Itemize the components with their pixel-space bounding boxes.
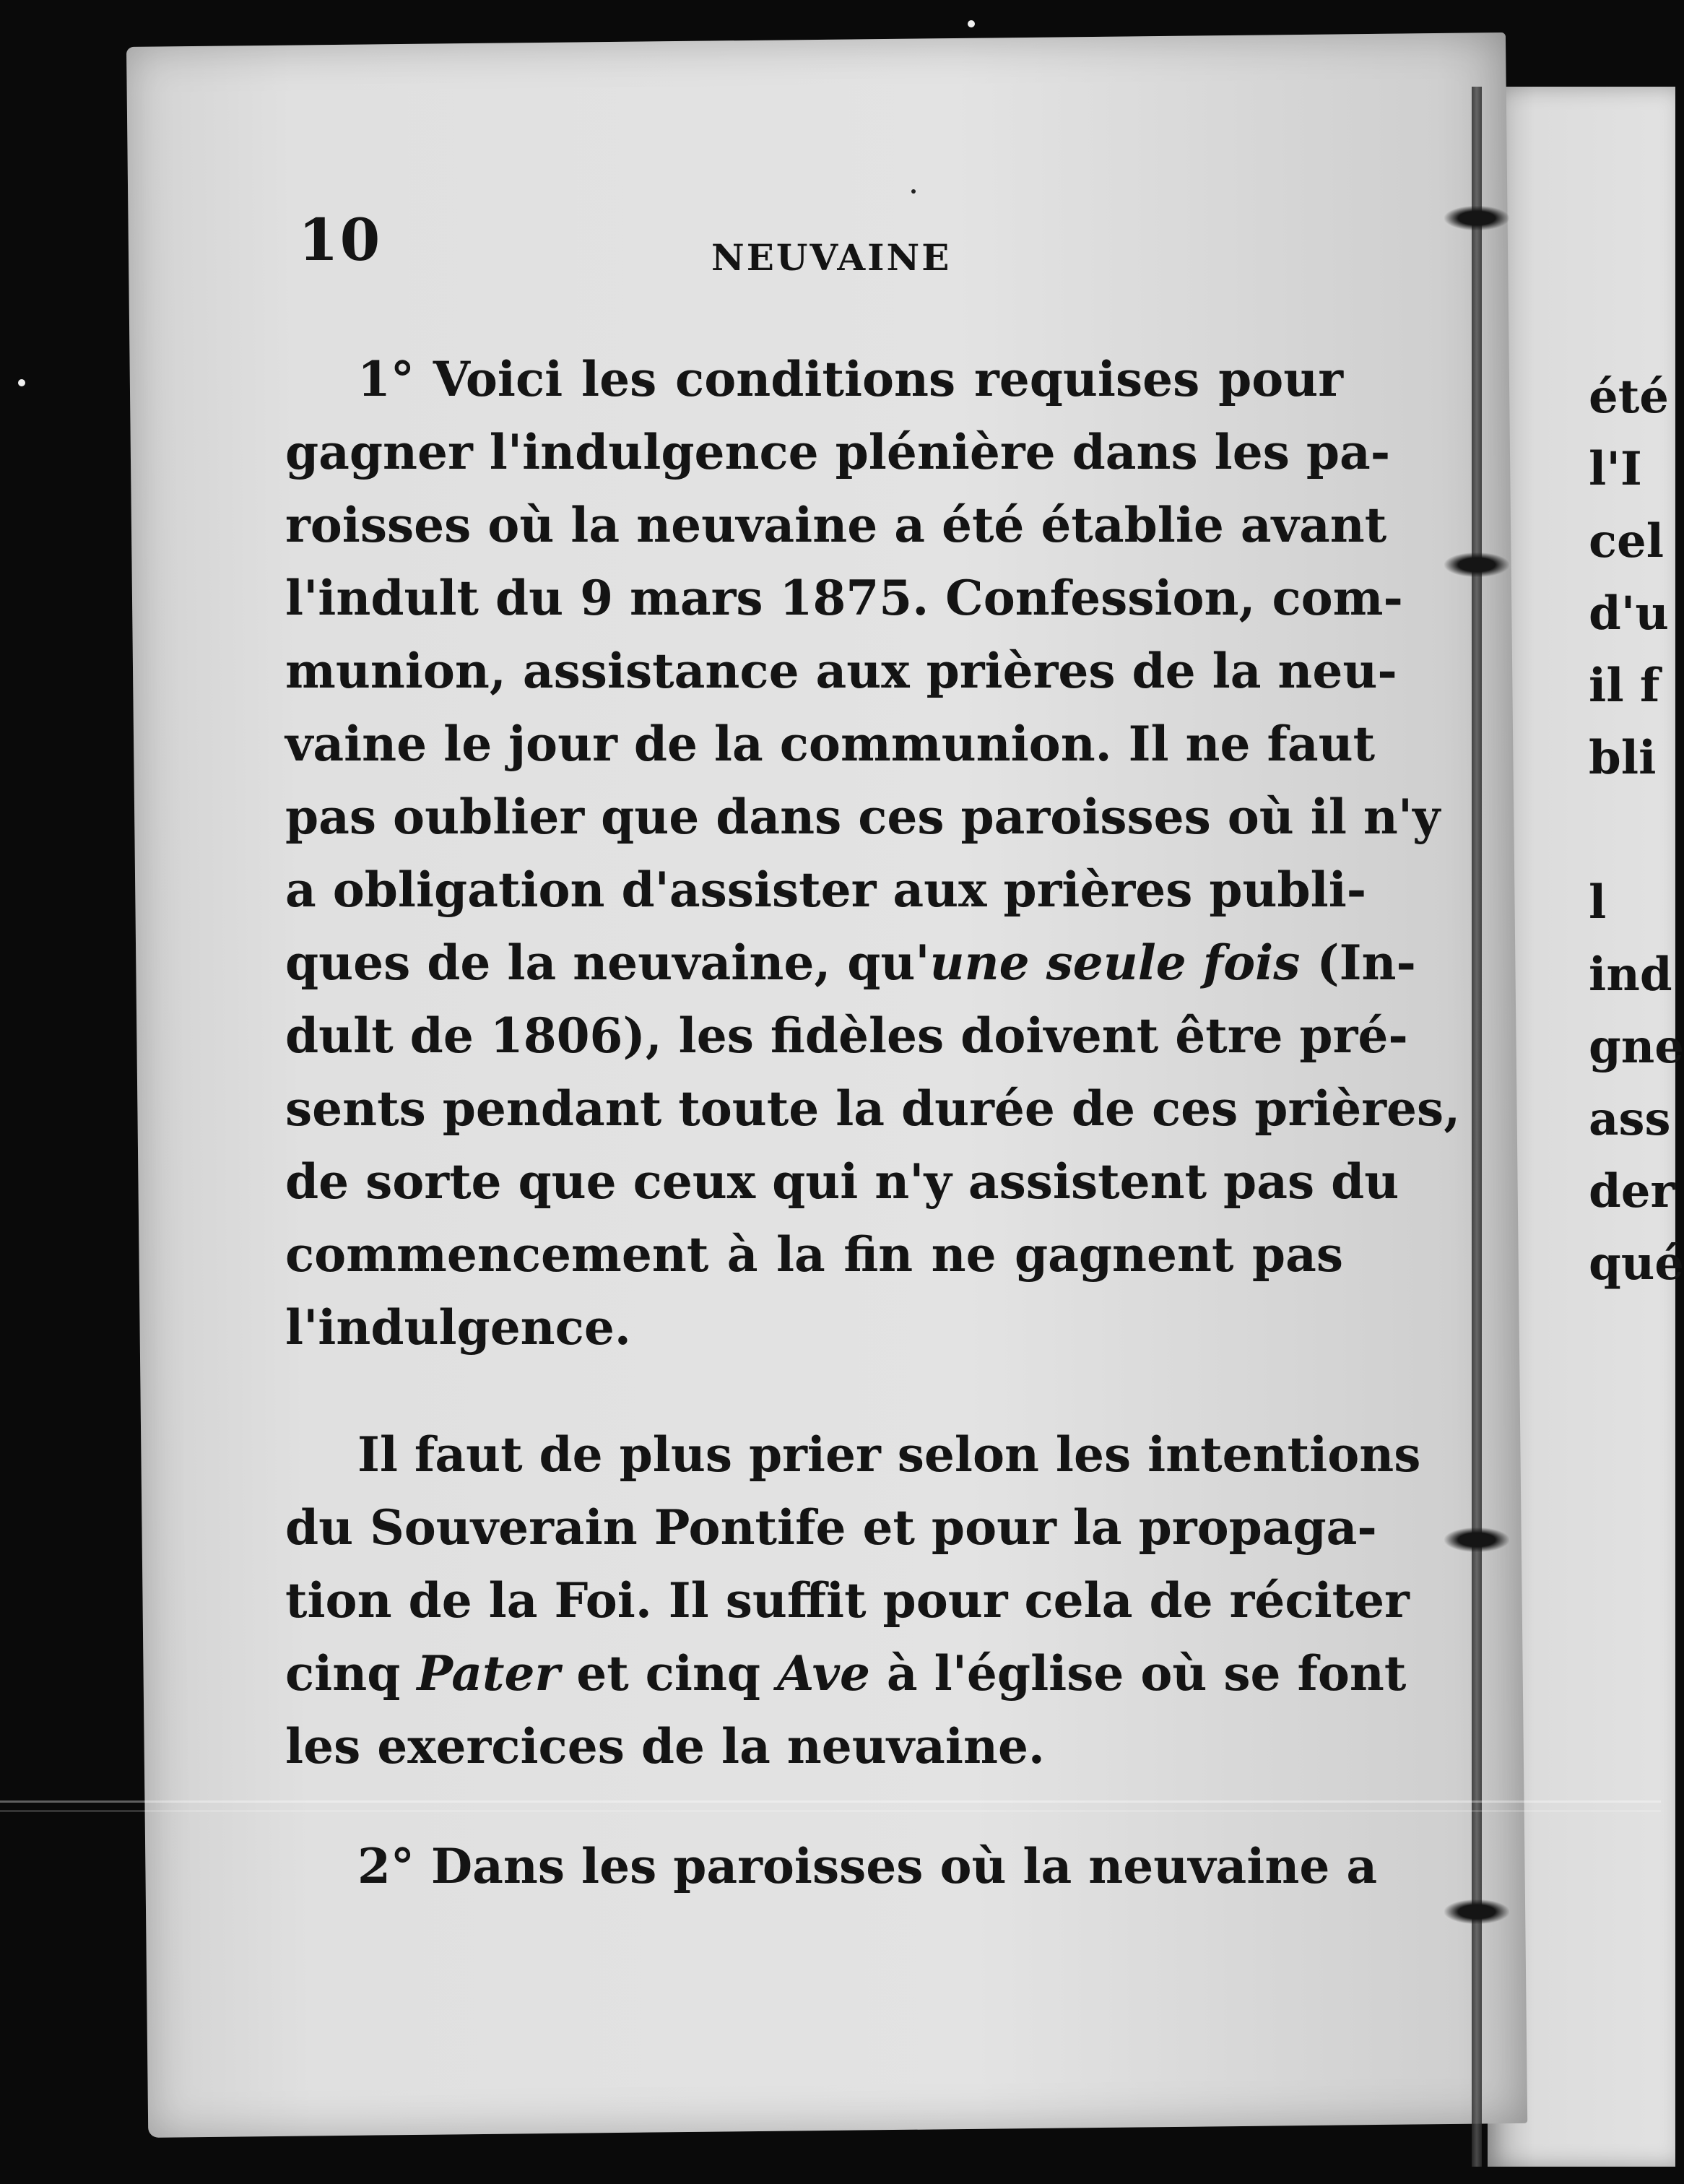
dust-speck [911, 189, 916, 194]
fragment-line: été [1589, 370, 1669, 424]
facing-page-text [1589, 361, 1684, 1300]
paragraph-gap [285, 1783, 1343, 1830]
text-line: les exercices de la neuvaine. [285, 1718, 1045, 1774]
text-line: roisses où la neuvaine a été établie avant [285, 497, 1387, 553]
fragment-line: der [1589, 1164, 1675, 1218]
text-line: du Souverain Pontife et pour la propaga- [285, 1499, 1377, 1556]
text-run: à l'église où se font [869, 1645, 1407, 1702]
text-line: gagner l'indulgence plénière dans les pa- [285, 424, 1391, 480]
binding-stitch [1444, 1528, 1509, 1552]
text-line: 2° Dans les paroisses où la neuvaine a [357, 1838, 1378, 1894]
paragraph-2 [285, 1418, 1421, 1783]
fragment-line: bli [1589, 731, 1657, 785]
text-line: sents pendant toute la durée de ces prières, [285, 1080, 1461, 1137]
text-run: (In- [1300, 935, 1416, 991]
fragment-line: qué [1589, 1236, 1684, 1291]
text-run: et cinq [560, 1645, 778, 1702]
fragment-line: d'u [1589, 586, 1669, 641]
text-line: commencement à la fin ne gagnent pas [285, 1226, 1343, 1283]
dust-speck [18, 379, 25, 386]
binding-stitch [1444, 206, 1509, 230]
running-head: NEUVAINE [711, 236, 952, 279]
fragment-line: cel [1589, 514, 1664, 568]
fragment-line [1589, 794, 1684, 867]
paragraph-1 [285, 343, 1461, 1364]
fragment-line: ind [1589, 948, 1672, 1002]
text-line: 1° Voici les conditions requises pour [357, 351, 1343, 407]
binding-stitch [1444, 552, 1509, 577]
dust-speck [968, 20, 975, 27]
binding-stitch [1444, 1899, 1509, 1924]
italic-run: Pater [417, 1645, 560, 1702]
fragment-line: l'I [1589, 442, 1642, 496]
text-line: munion, assistance aux prières de la neu- [285, 643, 1397, 699]
text-line: pas oublier que dans ces paroisses où il n'y [285, 789, 1441, 845]
text-line [285, 927, 1416, 1000]
paragraph-gap [285, 1364, 1343, 1418]
paragraph-3 [285, 1830, 1378, 1903]
text-run: ques de la neuvaine, qu' [285, 935, 930, 991]
text-line: a obligation d'assister aux prières publi- [285, 862, 1367, 918]
text-line: dult de 1806), les fidèles doivent être pré- [285, 1008, 1408, 1064]
text-line: vaine le jour de la communion. Il ne faut [285, 716, 1376, 772]
fragment-line: l [1589, 875, 1607, 930]
body-text [285, 343, 1461, 1903]
text-line: de sorte que ceux qui n'y assistent pas du [285, 1153, 1399, 1210]
text-line: tion de la Foi. Il suffit pour cela de réciter [285, 1572, 1410, 1629]
page-number: 10 [298, 206, 382, 274]
text-line: Il faut de plus prier selon les intentions [357, 1426, 1421, 1483]
fragment-line: gne [1589, 1020, 1684, 1074]
text-line [285, 1637, 1407, 1710]
italic-run: une seule fois [929, 935, 1301, 991]
text-line: l'indulgence. [285, 1299, 631, 1356]
italic-run: Ave [777, 1645, 870, 1702]
fragment-line: il f [1589, 659, 1660, 713]
text-run: cinq [285, 1645, 417, 1702]
fragment-line: ass [1589, 1092, 1671, 1146]
text-line: l'indult du 9 mars 1875. Confession, com- [285, 570, 1403, 626]
book-gutter [1472, 87, 1482, 2167]
